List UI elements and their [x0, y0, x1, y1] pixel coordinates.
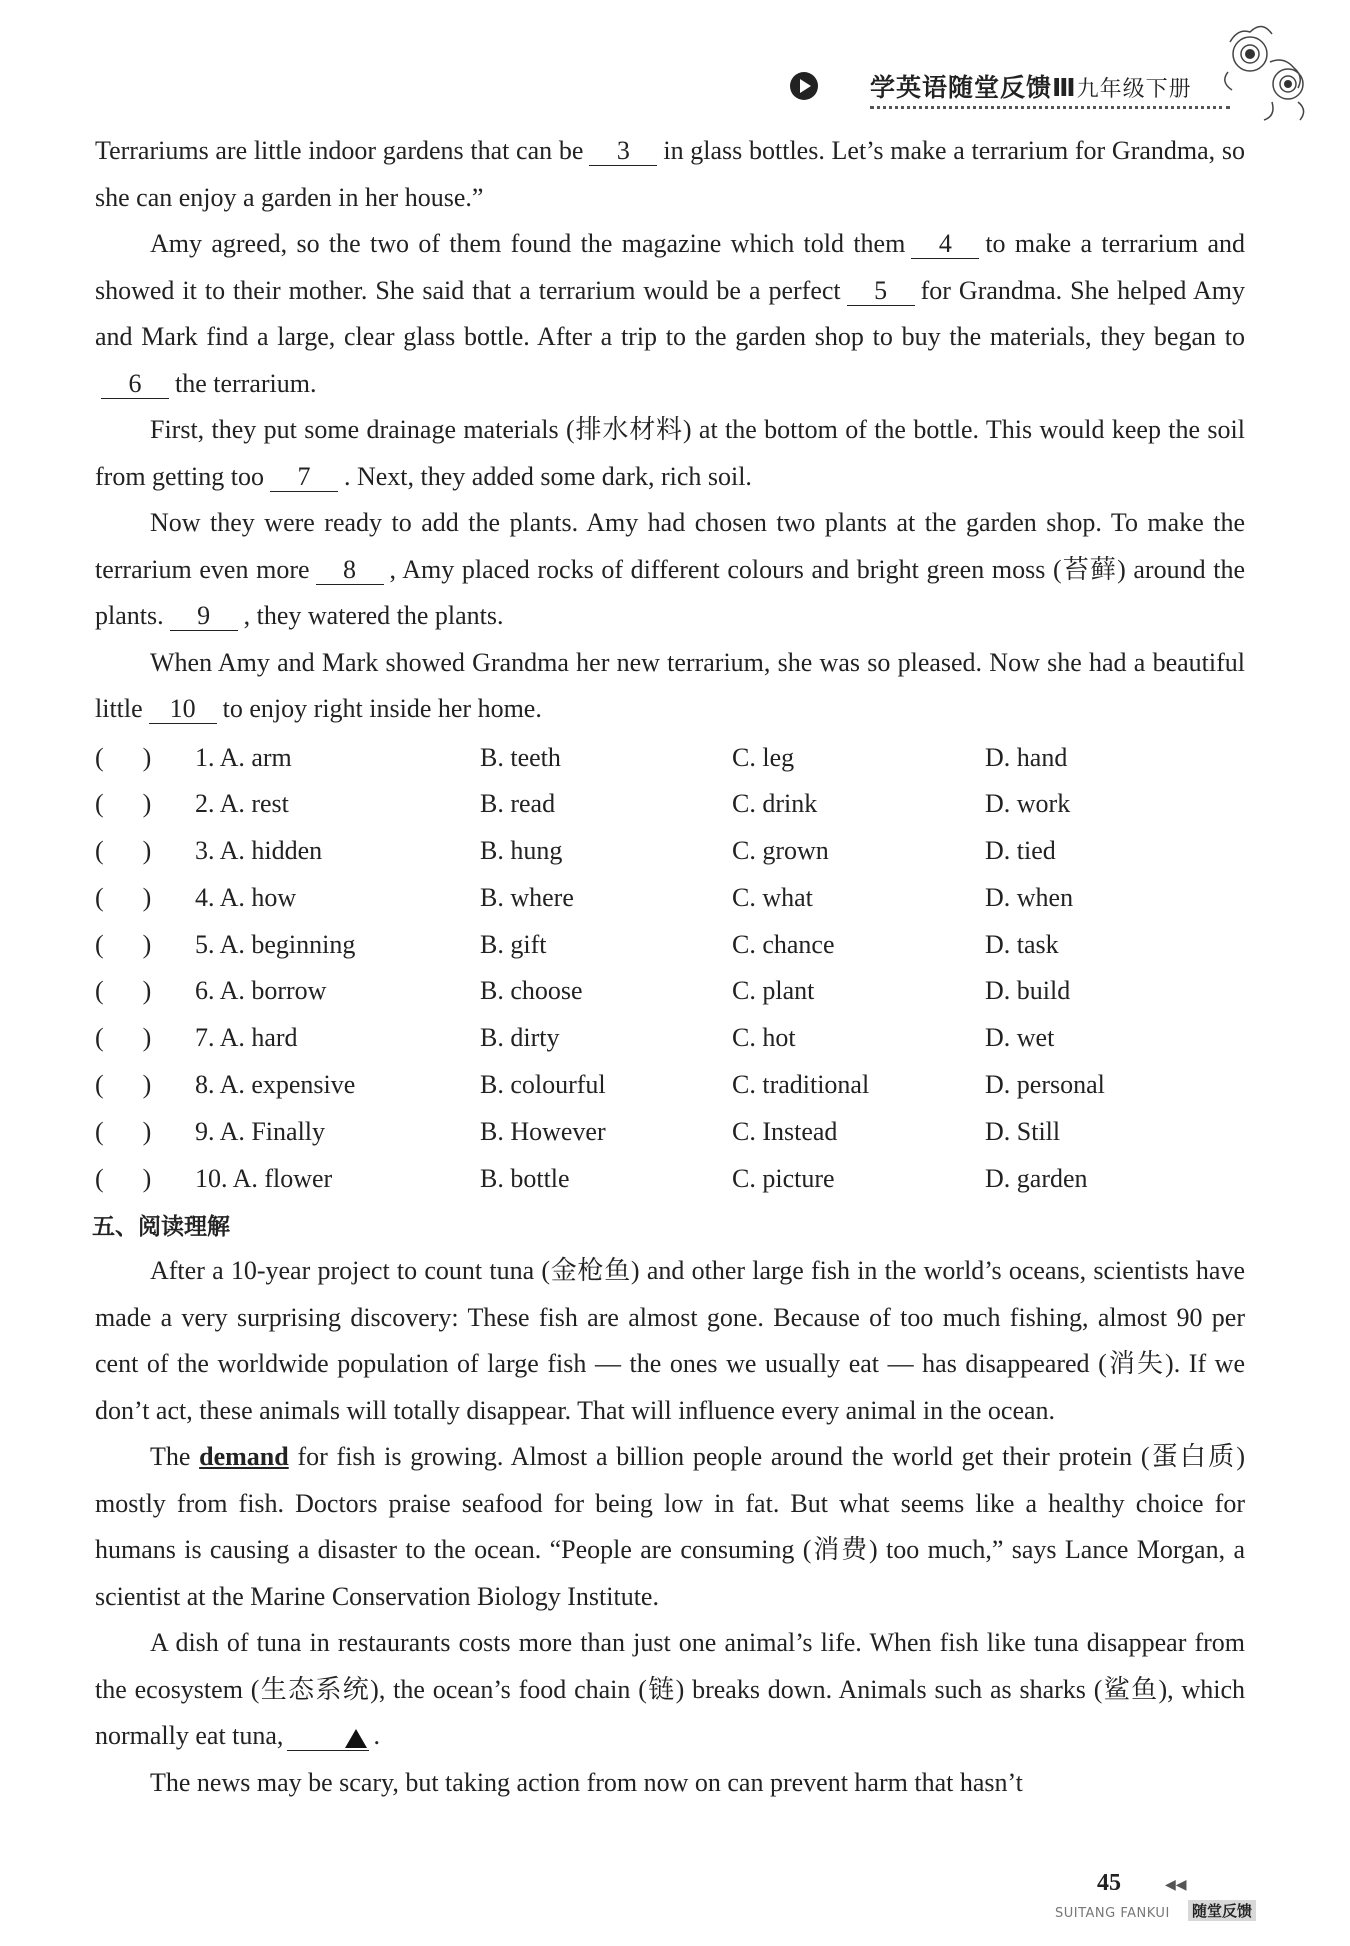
option-a: 4. A. how — [195, 882, 297, 912]
paragraph: The demand for fish is growing. Almost a billion people around the world get their protein (蛋白质) mostly from fish. Doctors praise seafood for being low in fat. But what seems like a healthy choice for humans is causing a disaster to the ocean. “People are consuming (消费) too much,” says Lance Morgan, a scientist at the Marine Conservation Biology Institute. — [95, 1442, 1245, 1611]
option-c: C. leg — [732, 742, 795, 772]
answer-bracket[interactable]: ( ) — [95, 1116, 152, 1146]
option-b: B. colourful — [480, 1070, 606, 1100]
option-c: C. picture — [732, 1163, 835, 1193]
triangle-icon — [345, 1729, 367, 1748]
option-d: D. wet — [985, 1023, 1055, 1053]
answer-blank-3: 3 — [589, 137, 657, 166]
option-c: C. drink — [732, 789, 818, 819]
option-a: 10. A. flower — [195, 1163, 333, 1193]
answer-bracket[interactable]: ( ) — [95, 836, 152, 866]
option-a: 3. A. hidden — [195, 836, 323, 866]
option-d: D. tied — [985, 836, 1056, 866]
option-row — [95, 1062, 1245, 1109]
footer-badge: 随堂反馈 — [1188, 1900, 1256, 1921]
option-row — [95, 922, 1245, 969]
answer-bracket[interactable]: ( ) — [95, 1023, 152, 1053]
option-d: D. build — [985, 976, 1071, 1006]
option-a: 5. A. beginning — [195, 929, 356, 959]
option-d: D. personal — [985, 1070, 1105, 1100]
option-d: D. task — [985, 929, 1059, 959]
option-row — [95, 828, 1245, 875]
answer-blank-8: 8 — [316, 556, 384, 585]
page-content — [92, 128, 1245, 1806]
option-row — [95, 1156, 1245, 1203]
page-footer — [1055, 1870, 1295, 1930]
paragraph: First, they put some drainage materials (排水材料) at the bottom of the bottle. This would keep the soil from getting too 7 . Next, they added some dark, rich soil. — [95, 415, 1245, 491]
book-grade: 九年级下册 — [1076, 77, 1192, 102]
option-b: B. hung — [480, 836, 563, 866]
option-d: D. when — [985, 882, 1074, 912]
option-c: C. hot — [732, 1023, 796, 1053]
option-c: C. grown — [732, 836, 829, 866]
answer-blank-10: 10 — [149, 695, 217, 724]
option-c: C. chance — [732, 929, 835, 959]
option-a: 8. A. expensive — [195, 1070, 356, 1100]
option-d: D. Still — [985, 1116, 1061, 1146]
option-b: B. dirty — [480, 1023, 560, 1053]
option-row — [95, 781, 1245, 828]
option-row — [95, 1109, 1245, 1156]
page-number: 45 — [1097, 1870, 1121, 1896]
header-divider — [870, 106, 1230, 109]
option-d: D. garden — [985, 1163, 1088, 1193]
option-row — [95, 875, 1245, 922]
option-b: B. bottle — [480, 1163, 570, 1193]
answer-bracket[interactable]: ( ) — [95, 1163, 152, 1193]
option-b: B. teeth — [480, 742, 561, 772]
page-header — [790, 62, 1240, 112]
option-row — [95, 1015, 1245, 1062]
answer-blank-9: 9 — [170, 602, 238, 631]
answer-blank-4: 4 — [911, 230, 979, 259]
option-c: C. what — [732, 882, 813, 912]
option-row — [95, 735, 1245, 782]
answer-bracket[interactable]: ( ) — [95, 789, 152, 819]
option-b: B. gift — [480, 929, 547, 959]
option-d: D. hand — [985, 742, 1068, 772]
footer-brand-english: SUITANG FANKUI — [1055, 1906, 1170, 1921]
option-a: 9. A. Finally — [195, 1116, 326, 1146]
answer-bracket[interactable]: ( ) — [95, 976, 152, 1006]
answer-bracket[interactable]: ( ) — [95, 1070, 152, 1100]
paragraph: Amy agreed, so the two of them found the magazine which told them 4 to make a terrarium and showed it to their mother. She said that a terrarium would be a perfect 5 for Grandma. She helped Amy and Mark find a large, clear glass bottle. After a trip to the garden shop to buy the materials, they began to6 the terrarium. — [95, 229, 1245, 398]
paragraph: When Amy and Mark showed Grandma her new terrarium, she was so pleased. Now she had a beautiful little 10 to enjoy right inside her home. — [95, 647, 1245, 723]
option-a: 2. A. rest — [195, 789, 289, 819]
answer-blank-triangle — [287, 1722, 369, 1751]
answer-bracket[interactable]: ( ) — [95, 742, 152, 772]
book-title: 学英语随堂反馈Ⅲ九年级下册 — [870, 73, 1192, 102]
answer-bracket[interactable]: ( ) — [95, 929, 152, 959]
option-b: B. read — [480, 789, 556, 819]
option-c: C. Instead — [732, 1116, 838, 1146]
option-b: B. choose — [480, 976, 583, 1006]
play-icon — [790, 72, 818, 100]
option-a: 1. A. arm — [195, 742, 292, 772]
keyword-demand: demand — [199, 1442, 289, 1472]
section-title: 五、阅读理解 — [92, 1214, 230, 1241]
answer-blank-6: 6 — [101, 370, 169, 399]
option-c: C. traditional — [732, 1070, 870, 1100]
option-a: 7. A. hard — [195, 1023, 298, 1053]
option-row — [95, 968, 1245, 1015]
answer-blank-5: 5 — [847, 277, 915, 306]
option-b: B. However — [480, 1116, 606, 1146]
option-c: C. plant — [732, 976, 815, 1006]
answer-options — [95, 735, 1245, 1203]
answer-bracket[interactable]: ( ) — [95, 882, 152, 912]
paragraph: Terrariums are little indoor gardens that can be 3 in glass bottles. Let’s make a terrarium for Grandma, so she can enjoy a garden in her house.” — [95, 136, 1245, 212]
rewind-icon: ◀◀ — [1165, 1877, 1187, 1893]
paragraph: Now they were ready to add the plants. Amy had chosen two plants at the garden shop. To make the terrarium even more 8 , Amy placed rocks of different colours and bright green moss (苔藓) around the plants. 9 , they watered the plants. — [95, 508, 1245, 630]
paragraph: After a 10-year project to count tuna (金枪鱼) and other large fish in the world’s oceans, scientists have made a very surprising discovery: These fish are almost gone. Because of too much fishing, almost 90 per cent of the worldwide population of large fish — the ones we usually eat — has disappeared (消失). If we don’t act, these animals will totally disappear. That will influence every animal in the ocean. — [95, 1256, 1245, 1425]
answer-blank-7: 7 — [270, 463, 338, 492]
paragraph: The news may be scary, but taking action from now on can prevent harm that hasn’t — [150, 1767, 1023, 1797]
sunflower-decoration-icon — [1210, 22, 1320, 132]
option-d: D. work — [985, 789, 1071, 819]
option-a: 6. A. borrow — [195, 976, 327, 1006]
paragraph: A dish of tuna in restaurants costs more than just one animal’s life. When fish like tuna disappear from the ecosystem (生态系统), the ocean’s food chain (链) breaks down. Animals such as sharks (鲨鱼), which normally eat tuna, . — [95, 1628, 1245, 1751]
option-b: B. where — [480, 882, 574, 912]
